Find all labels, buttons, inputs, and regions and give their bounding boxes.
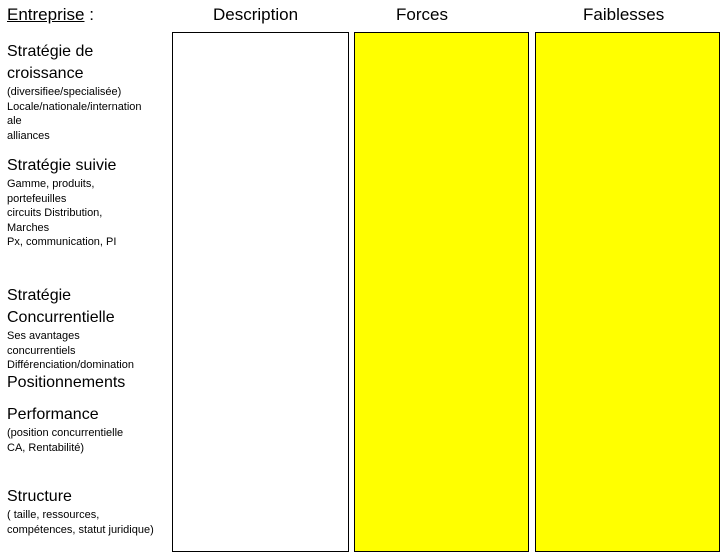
section-title: Performance — [7, 406, 99, 423]
section-structure — [7, 486, 172, 537]
section-title: Stratégie de croissance — [7, 43, 94, 82]
description-header: Description — [213, 5, 299, 24]
section-performance — [7, 404, 172, 455]
section-title: Structure — [7, 488, 72, 505]
section-description: Ses avantages concurrentiels Différenciation/domination — [7, 330, 134, 371]
section-title: Stratégie Concurrentielle — [7, 287, 115, 326]
forces-header: Forces — [396, 5, 448, 24]
section-description: Gamme, produits, portefeuilles circuits Distribution, Marches Px, communication, PI — [7, 178, 117, 248]
forces-column[interactable] — [354, 32, 529, 552]
section-positionnements — [7, 372, 172, 394]
section-title: Stratégie suivie — [7, 157, 117, 174]
section-title: Positionnements — [7, 374, 126, 391]
section-description: (position concurrentielle CA, Rentabilité) — [7, 427, 124, 454]
faiblesses-column[interactable] — [535, 32, 720, 552]
entreprise-label: Entreprise — [7, 5, 85, 24]
section-description: ( taille, ressources, compétences, statut juridique) — [7, 509, 154, 536]
section-concurrentielle — [7, 285, 172, 373]
section-description: (diversifiee/specialisée) Locale/nationale/internation ale alliances — [7, 86, 142, 142]
description-column[interactable] — [172, 32, 349, 552]
section-croissance — [7, 41, 172, 143]
section-strategie-suivie — [7, 155, 172, 250]
entreprise-header — [7, 5, 94, 25]
faiblesses-header: Faiblesses — [583, 5, 665, 24]
entreprise-colon: : — [84, 5, 94, 24]
